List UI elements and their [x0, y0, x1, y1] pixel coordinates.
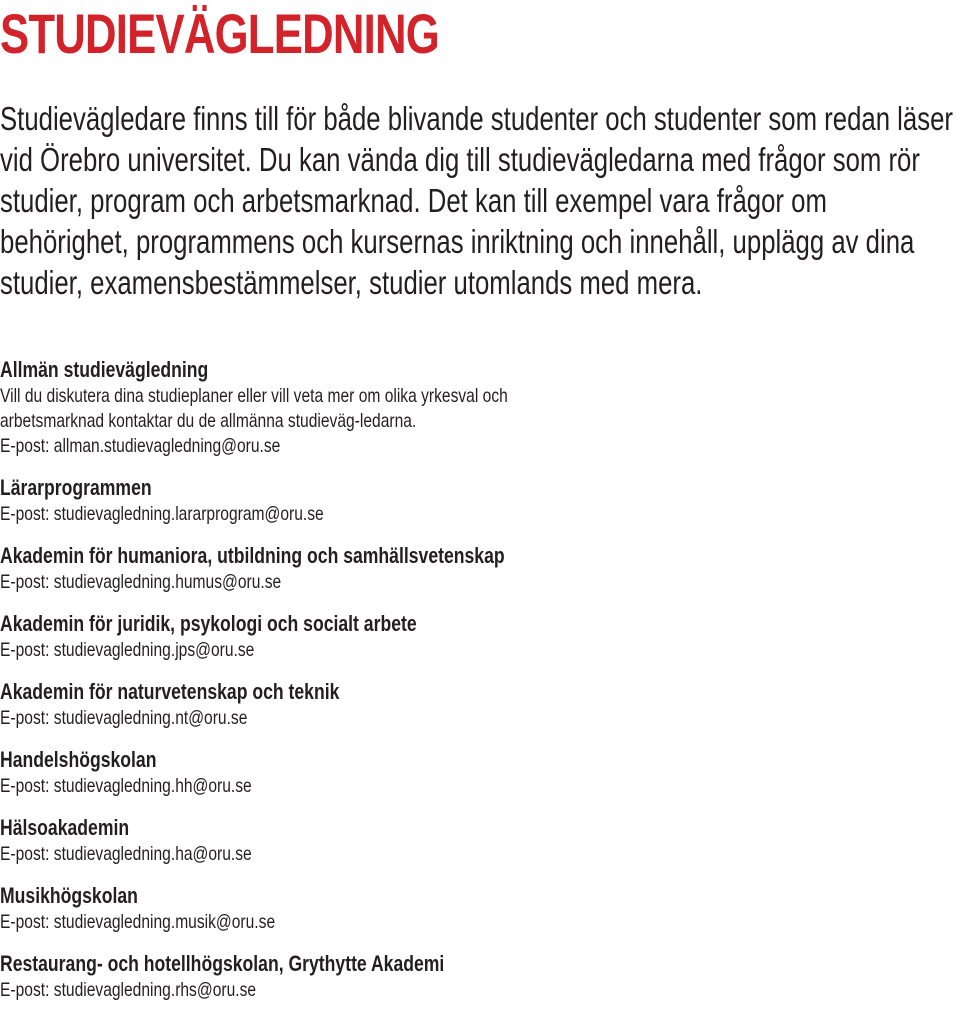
- intro-paragraph: Studievägledare finns till för både blivande studenter och studenter som redan läser vid Örebro universitet. Du kan vända dig till studievägledarna med frågor som rör studier, program och arbetsmarknad. Det kan till exempel vara frågor om behörighet, programmens och kursernas inriktning och innehåll, upplägg av dina studier, examensbestämmelser, studier utomlands med mera.: [0, 100, 953, 301]
- section-heading: Allmän studievägledning: [0, 357, 209, 382]
- section-musik: [0, 882, 944, 935]
- section-heading: Lärarprogrammen: [0, 475, 152, 500]
- section-heading: Restaurang- och hotellhögskolan, Grythytte Akademi: [0, 951, 445, 976]
- email-link[interactable]: studievagledning.lararprogram@oru.se: [53, 503, 324, 525]
- section-email-line: [0, 706, 944, 731]
- section-lararprogrammen: [0, 474, 944, 527]
- section-description: Vill du diskutera dina studieplaner eller vill veta mer om olika yrkesval och arbetsmarknad kontaktar du de allmänna studieväg-ledarna.: [0, 385, 508, 432]
- section-nt: [0, 678, 944, 731]
- section-email-line: [0, 910, 944, 935]
- email-link[interactable]: allman.studievagledning@oru.se: [53, 435, 281, 457]
- email-link[interactable]: studievagledning.hh@oru.se: [53, 775, 252, 797]
- section-humus: [0, 542, 944, 595]
- contact-sections: [0, 356, 944, 1003]
- section-ha: [0, 814, 944, 867]
- section-heading: Musikhögskolan: [0, 883, 138, 908]
- section-heading: Akademin för humaniora, utbildning och samhällsvetenskap: [0, 543, 505, 568]
- section-email-line: [0, 978, 944, 1003]
- email-label: E-post:: [0, 639, 50, 661]
- section-email-line: [0, 434, 944, 459]
- email-label: E-post:: [0, 435, 50, 457]
- email-label: E-post:: [0, 775, 50, 797]
- email-link[interactable]: studievagledning.jps@oru.se: [53, 639, 255, 661]
- email-label: E-post:: [0, 979, 50, 1001]
- section-heading: Akademin för naturvetenskap och teknik: [0, 679, 340, 704]
- email-label: E-post:: [0, 843, 50, 865]
- email-label: E-post:: [0, 503, 50, 525]
- section-jps: [0, 610, 944, 663]
- email-label: E-post:: [0, 571, 50, 593]
- section-heading: Handelshögskolan: [0, 747, 157, 772]
- section-email-line: [0, 842, 944, 867]
- section-email-line: [0, 774, 944, 799]
- section-email-line: [0, 638, 944, 663]
- section-rhs: [0, 950, 944, 1003]
- section-email-line: [0, 570, 944, 595]
- page-title: STUDIEVÄGLEDNING: [0, 2, 439, 65]
- section-heading: Hälsoakademin: [0, 815, 130, 840]
- section-allman: [0, 356, 944, 459]
- email-label: E-post:: [0, 911, 50, 933]
- section-hh: [0, 746, 944, 799]
- email-link[interactable]: studievagledning.ha@oru.se: [53, 843, 252, 865]
- email-link[interactable]: studievagledning.humus@oru.se: [53, 571, 282, 593]
- section-heading: Akademin för juridik, psykologi och socialt arbete: [0, 611, 417, 636]
- email-link[interactable]: studievagledning.nt@oru.se: [53, 707, 248, 729]
- email-link[interactable]: studievagledning.rhs@oru.se: [53, 979, 257, 1001]
- email-link[interactable]: studievagledning.musik@oru.se: [53, 911, 276, 933]
- section-email-line: [0, 502, 944, 527]
- email-label: E-post:: [0, 707, 50, 729]
